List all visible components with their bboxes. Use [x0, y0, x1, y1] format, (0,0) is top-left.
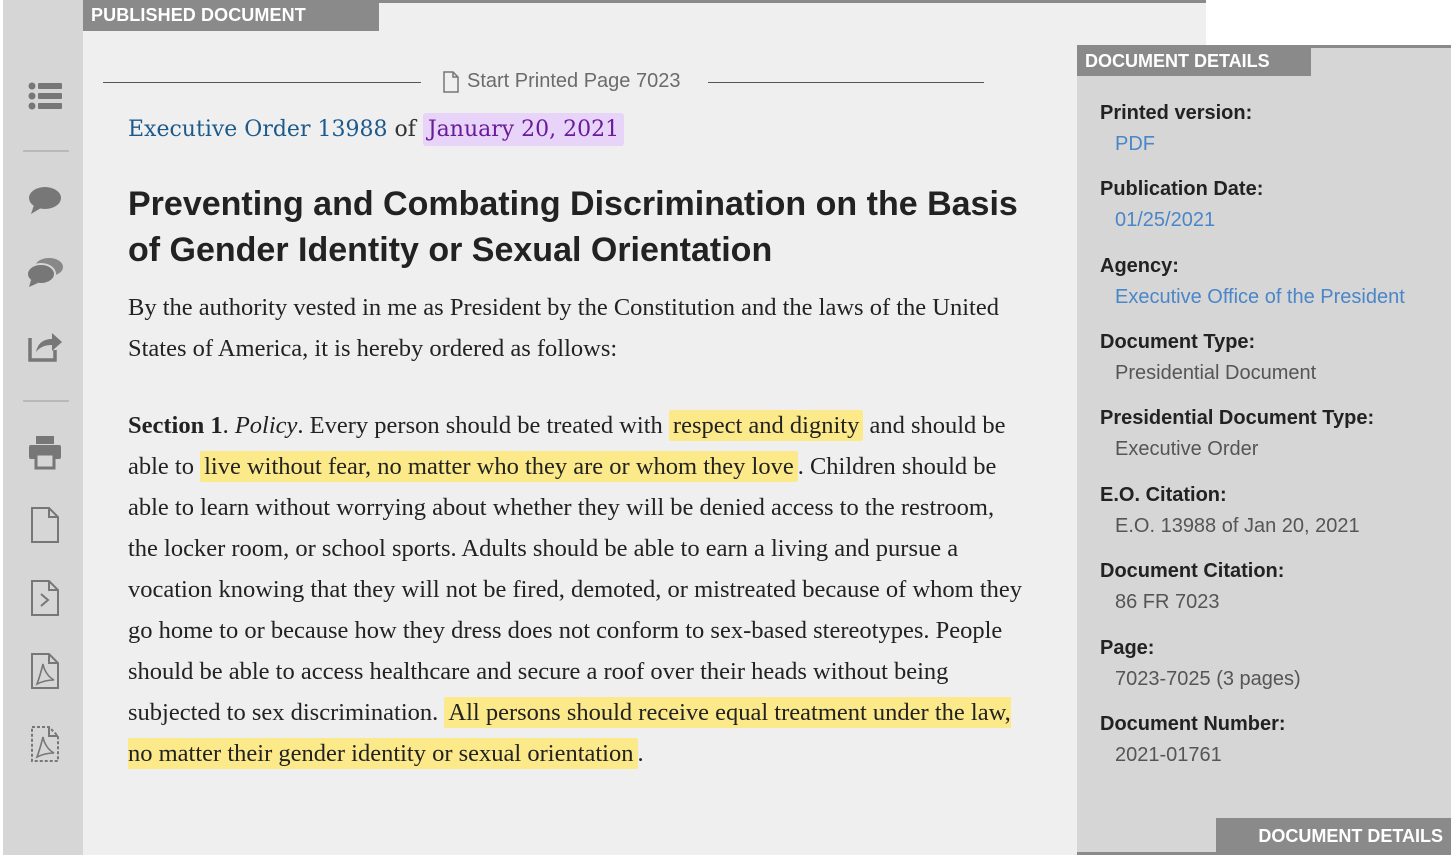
comment-icon[interactable]: [25, 180, 65, 220]
page-label: Page:: [1100, 637, 1155, 659]
publication-date-label: Publication Date:: [1100, 178, 1264, 200]
share-icon[interactable]: [25, 326, 65, 366]
printed-page-marker: [103, 70, 985, 98]
document-type-value: Presidential Document: [1115, 362, 1317, 384]
printed-version-label: Printed version:: [1100, 102, 1253, 124]
marker-line-right: [708, 82, 984, 83]
presidential-document-type-value: Executive Order: [1115, 438, 1259, 460]
rail-divider: [23, 150, 69, 152]
agency-label: Agency:: [1100, 255, 1179, 277]
document-panel: [83, 0, 1206, 855]
published-document-tab: PUBLISHED DOCUMENT: [83, 0, 379, 31]
document-icon[interactable]: [25, 505, 65, 545]
section-text-1: . Every person should be treated with: [297, 412, 669, 439]
agency-link[interactable]: Executive Office of the President: [1115, 286, 1405, 308]
section-text-2: and should be able to: [128, 412, 1006, 480]
document-details-tab: DOCUMENT DETAILS: [1077, 45, 1311, 76]
pdf-dashed-icon[interactable]: [25, 724, 65, 764]
page-icon: [443, 71, 459, 93]
executive-order-line: [128, 117, 624, 142]
highlight-2[interactable]: live without fear, no matter who they are or whom they love: [200, 451, 798, 482]
marker-line-left: [103, 82, 421, 83]
presidential-document-type-label: Presidential Document Type:: [1100, 407, 1375, 429]
printed-page-text: Start Printed Page 7023: [467, 70, 681, 92]
document-title: Preventing and Combating Discrimination on the Basis of Gender Identity or Sexual Orientation: [128, 185, 1018, 269]
document-number-value: 2021-01761: [1115, 744, 1222, 766]
eo-citation-value: E.O. 13988 of Jan 20, 2021: [1115, 515, 1360, 537]
intro-paragraph: By the authority vested in me as President by the Constitution and the laws of the United States of America, it is hereby ordered as follows:: [128, 294, 999, 362]
eo-date-link[interactable]: January 20, 2021: [423, 113, 624, 146]
tool-rail: [3, 0, 83, 855]
eo-citation-label: E.O. Citation:: [1100, 484, 1227, 506]
section-dot: .: [222, 412, 235, 439]
section-text-3: . Children should be able to learn without worrying about whether they will be denied access to the restroom, the locker room, or school sports. Adults should be able to earn a living and pursue a vocation knowing that they will not be fired, demoted, or mistreated because of whom they go home to or because how they dress does not conform to sex-based stereotypes. People should be able to access healthcare and secure a roof over their heads without being subjected to sex discrimination.: [128, 453, 1023, 726]
document-citation-value: 86 FR 7023: [1115, 591, 1220, 613]
section-heading: Policy: [234, 412, 298, 439]
section-text-4: .: [637, 740, 644, 767]
section-label: Section 1: [128, 412, 223, 439]
document-details-footer-tab[interactable]: DOCUMENT DETAILS: [1216, 818, 1451, 855]
print-icon[interactable]: [25, 432, 65, 472]
document-citation-label: Document Citation:: [1100, 560, 1285, 582]
pdf-icon[interactable]: [25, 651, 65, 691]
highlight-3[interactable]: All persons should receive equal treatment under the law, no matter their gender identity or sexual orientation: [128, 699, 1011, 767]
page-value: 7023-7025 (3 pages): [1115, 668, 1301, 690]
document-code-icon[interactable]: [25, 578, 65, 618]
list-icon[interactable]: [25, 76, 65, 116]
comments-icon[interactable]: [25, 252, 65, 292]
document-number-label: Document Number:: [1100, 713, 1286, 735]
executive-order-link[interactable]: Executive Order 13988: [128, 117, 388, 142]
highlight-1[interactable]: respect and dignity: [669, 410, 863, 441]
eo-of-text: of: [394, 117, 416, 142]
document-type-label: Document Type:: [1100, 331, 1256, 353]
printed-version-pdf-link[interactable]: PDF: [1115, 133, 1155, 155]
printed-page-label: [443, 70, 680, 93]
panel-top-border: [379, 0, 1206, 3]
document-details-panel: [1077, 45, 1451, 855]
rail-divider: [23, 400, 69, 402]
section-1-paragraph: [128, 405, 1028, 774]
publication-date-link[interactable]: 01/25/2021: [1115, 209, 1216, 231]
